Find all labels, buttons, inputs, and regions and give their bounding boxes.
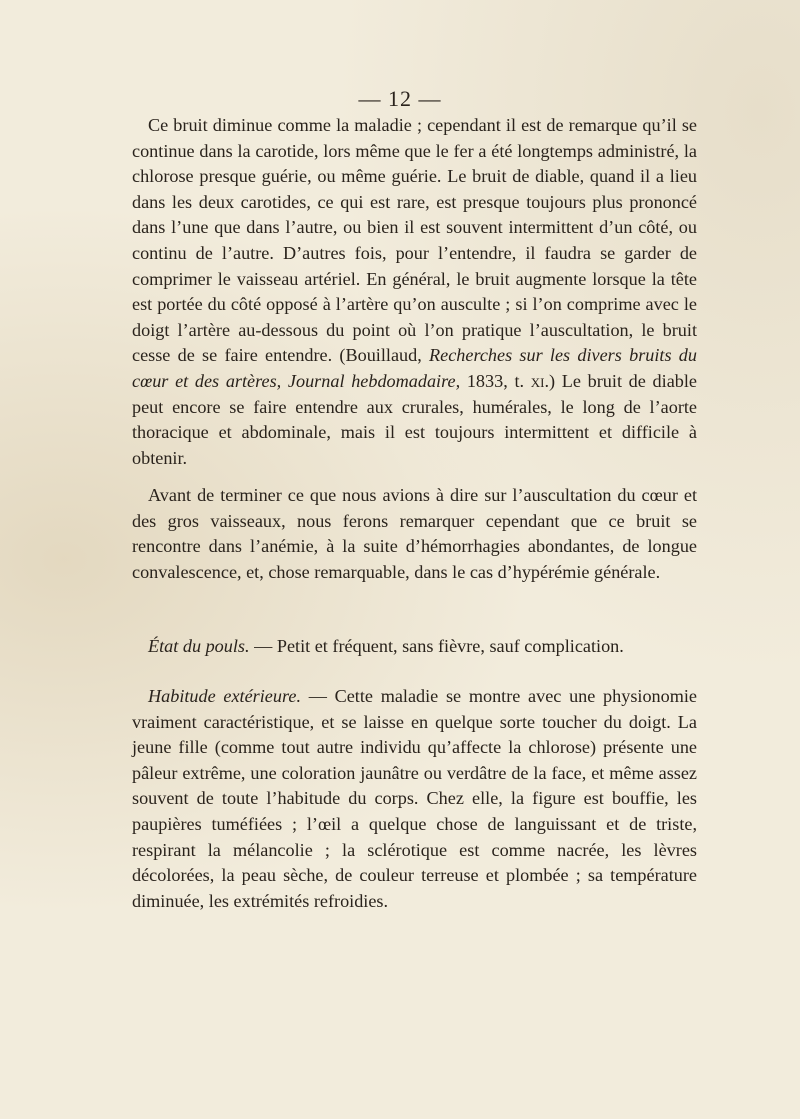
paragraph-text: — Petit et fréquent, sans fièvre, sauf complication. <box>249 636 624 656</box>
paragraph-text: Avant de terminer ce que nous avions à dire sur l’auscultation du cœur et des gros vaisseaux, nous ferons remarquer cependant que ce bruit se rencontre dans l’anémie, à la suite d’hémorrhagies abondantes, de longue convalescence, et, chose remarquable, dans le cas d’hypérémie générale. <box>132 485 697 582</box>
paragraph-text: Ce bruit diminue comme la maladie ; cependant il est de remarque qu’il se continue dans la carotide, lors même que le fer a été longtemps administré, la chlorose presque guérie, ou même guérie. Le bruit de diable, quand il a lieu dans les deux carotides, ce qui est rare, est presque toujours plus prononcé dans l’une que dans l’autre, ou bien il est souvent intermittent d’un côté, ou continu de l’autre. D’autres fois, pour l’entendre, il faudra se garder de comprimer le vaisseau artériel. En général, le bruit augmente lorsque la tête est portée du côté opposé à l’artère qu’on ausculte ; si l’on comprime avec le doigt l’artère au-dessous du point où l’on pratique l’auscultation, le bruit cesse de se faire entendre. (Bouillaud, <box>132 115 697 366</box>
paragraph-text: 1833, t. <box>460 370 531 391</box>
paragraph-habitude-exterieure <box>132 684 697 914</box>
citation-volume: xi <box>530 370 545 391</box>
section-heading: Habitude extérieure. <box>148 686 301 706</box>
paragraph-etat-du-pouls <box>132 634 697 660</box>
paragraph-text: .) Le bruit de diable peut encore se faire entendre aux crurales, humérales, le long de l’aorte thoracique et abdominale, mais il est toujours intermittent et difficile à obtenir. <box>132 370 697 468</box>
citation-title: Recherches sur les divers bruits du cœur et des artères, Journal hebdomadaire, <box>132 345 697 391</box>
paragraph-text: — Cette maladie se montre avec une physionomie vraiment caractéristique, et se laisse en quelque sorte toucher du doigt. La jeune fille (comme tout autre individu qu’affecte la chlorose) présente une pâleur extrême, une coloration jaunâtre ou verdâtre de la face, et même assez souvent de toute l’habitude du corps. Chez elle, la figure est bouffie, les paupières tuméfiées ; l’œil a quelque chose de languissant et de triste, respirant la mélancolie ; la sclérotique est comme nacrée, les lèvres décolorées, la peau sèche, de couleur terreuse et plombée ; sa température diminuée, les extrémités refroidies. <box>132 686 698 911</box>
page-number: — 12 — <box>358 86 442 111</box>
paragraph-bruit-de-diable <box>132 113 697 471</box>
section-heading: État du pouls. <box>148 636 250 656</box>
paragraph-auscultation <box>132 483 697 585</box>
